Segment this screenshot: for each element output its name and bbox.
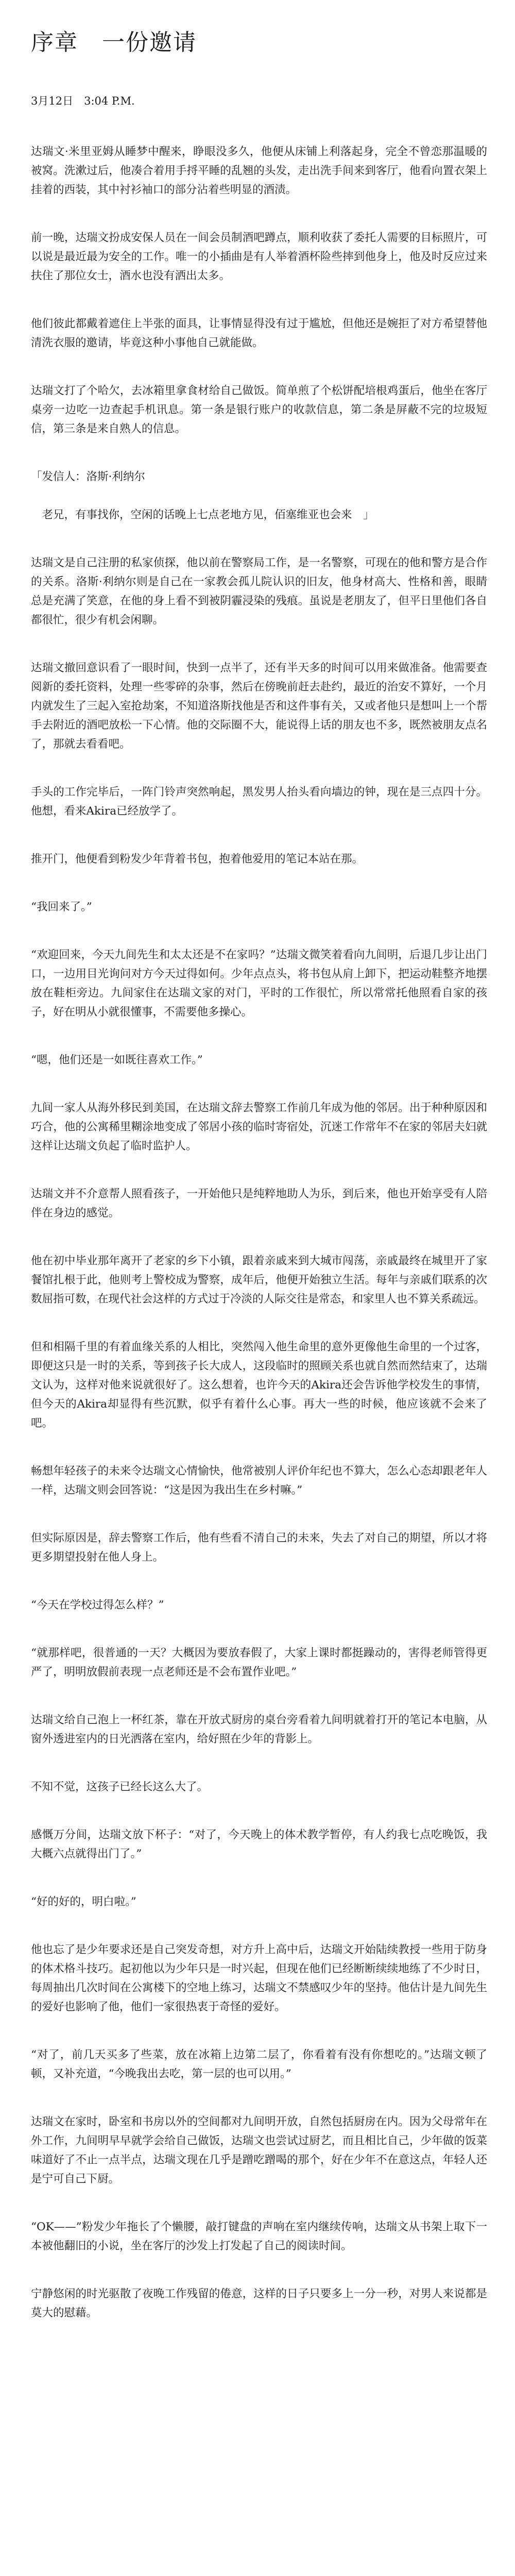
paragraph: “好的好的，明白啦。” [31,1895,136,1908]
document-body [31,142,487,2323]
paragraph: 感慨万分间，达瑞文放下杯子：“对了，今天晚上的体术教学暂停，有人约我七点吃晚饭，我大概六点就得出门了。” [31,1828,487,1860]
paragraph: “今天在学校过得怎么样？” [31,1599,164,1612]
paragraph: 达瑞文是自己注册的私家侦探，他以前在警察局工作，是一名警察，可现在的他和警方是合作的关系。洛斯·利纳尔则是自己在一家教会孤儿院认识的旧友，他身材高大、性格和善，眼睛总是充满了笑意，在他的身上看不到被阴霾浸染的残痕。虽说是老朋友了，但平日里他们各自都很忙，很少有机会闲聊。 [31,556,487,626]
paragraph: 推开门，他便看到粉发少年背着书包，抱着他爱用的笔记本站在那。 [31,853,364,866]
paragraph: 他们彼此都戴着遮住上半张的面具，让事情显得没有过于尴尬，但他还是婉拒了对方希望替他清洗衣服的邀请，毕竟这种小事他自己就能做。 [31,317,487,349]
paragraph: “对了，前几天买多了些菜，放在冰箱上边第二层了，你看着有没有你想吃的。”达瑞文顿了顿，又补充道，“今晚我出去吃，第一层的也可以用。” [31,2048,487,2080]
paragraph: “欢迎回来，今天九间先生和太太还是不在家吗？”达瑞文微笑着看向九间明，后退几步让出门口，一边用目光询问对方今天过得如何。少年点点头，将书包从肩上卸下，把运动鞋整齐地摆放在鞋柜旁边。九间家住在达瑞文家的对门，平时的工作很忙，所以常常托他照看自家的孩子，好在明从小就很懂事，不需要他多操心。 [31,948,487,1019]
paragraph: “嗯，他们还是一如既往喜欢工作。” [31,1054,203,1066]
paragraph: 畅想年轻孩子的未来令达瑞文心情愉快，他常被别人评价年纪也不算大，怎么心态却跟老年人一样，达瑞文则会回答说：“这是因为我出生在乡村嘛。” [31,1465,487,1497]
paragraph: 达瑞文并不介意帮人照看孩子，一开始他只是纯粹地助人为乐，到后来，他也开始享受有人陪伴在身边的感觉。 [31,1188,487,1219]
paragraph: 达瑞文撤回意识看了一眼时间，快到一点半了，还有半天多的时间可以用来做准备。他需要查阅新的委托资料，处理一些零碎的杂事，然后在傍晚前赶去赴约，最近的治安不算好，一个月内就发生了三起入室抢劫案，不知道洛斯找他是否和这件事有关，又或者他只是想叫上一个帮手去附近的酒吧放松一下心情。他的交际圈不大，能说得上话的朋友也不多，既然被朋友点名了，那就去看看吧。 [31,662,487,751]
paragraph: 他在初中毕业那年离开了老家的乡下小镇，跟着亲戚来到大城市闯荡，亲戚最终在城里开了家餐馆扎根于此，他则考上警校成为警察，成年后，他便开始独立生活。每年与亲戚们联系的次数屈指可数，在现代社会这样的方式过于冷淡的人际交往是常态，和家里人也不算关系疏远。 [31,1255,487,1306]
paragraph: 但和相隔千里的有着血缘关系的人相比，突然闯入他生命里的意外更像他生命里的一个过客，即便这只是一时的关系，等到孩子长大成人，这段临时的照顾关系也就自然而然结束了，达瑞文认为，这样对他来说就很好了。这么想着，也许今天的Akira还会告诉他学校发生的事情，但今天的Akira却显得有些沉默，似乎有着什么心事。再大一些的时候，他应该就不会来了吧。 [31,1341,487,1430]
paragraph: 达瑞文给自己泡上一杯红茶，靠在开放式厨房的桌台旁看着九间明就着打开的笔记本电脑，从窗外透进室内的日光洒落在室内，给好照在少年的背影上。 [31,1714,487,1745]
timestamp: 3月12日 3:04 P.M. [31,95,135,107]
paragraph: 手头的工作完毕后，一阵门铃声突然响起，黑发男人抬头看向墙边的钟，现在是三点四十分。他想，看来Akira已经放学了。 [31,786,487,818]
paragraph: 宁静悠闲的时光驱散了夜晚工作残留的倦意，这样的日子只要多上一分一秒，对男人来说都是莫大的慰藉。 [31,2287,487,2319]
paragraph: 达瑞文打了个哈欠，去冰箱里拿食材给自己做饭。简单煎了个松饼配培根鸡蛋后，他坐在客厅桌旁一边吃一边查起手机讯息。第一条是银行账户的收款信息，第二条是屏蔽不完的垃圾短信，第三条是来自熟人的信息。 [31,384,487,435]
paragraph: 达瑞文在家时，卧室和书房以外的空间都对九间明开放，自然包括厨房在内。因为父母常年在外工作，九间明早早就学会给自己做饭，达瑞文也尝试过厨艺，而且相比自己，少年做的饭菜味道好了不止一点半点，达瑞文现在几乎是蹭吃蹭喝的那个，好在少年不在意这点，年轻人还是宁可自己下厨。 [31,2115,487,2185]
chapter-title: 序章 一份邀请 [31,29,197,56]
paragraph: “我回来了。” [31,901,92,913]
paragraph: “就那样吧，很普通的一天？大概因为要放春假了，大家上课时都挺躁动的，害得老师管得更严了，明明放假前表现一点老师还是不会布置作业吧。” [31,1647,487,1679]
paragraph: 但实际原因是，辞去警察工作后，他有些看不清自己的未来，失去了对自己的期望，所以才将更多期望投射在他人身上。 [31,1532,487,1564]
paragraph: 「发信人：洛斯·利纳尔 老兄，有事找你，空闲的话晚上七点老地方见，佰塞维亚也会来 」 [31,470,374,521]
paragraph: 达瑞文·米里亚姆从睡梦中醒来，睁眼没多久，他便从床铺上利落起身，完全不曾恋那温暖的被窝。洗漱过后，他凑合着用手捋平睡的乱翘的头发，走出洗手间来到客厅，他看向置衣架上挂着的西装，其中衬衫袖口的部分沾着些明显的酒渍。 [31,145,487,196]
paragraph: 九间一家人从海外移民到美国，在达瑞文辞去警察工作前几年成为他的邻居。出于种种原因和巧合，他的公寓稀里糊涂地变成了邻居小孩的临时寄宿处，沉迷工作常年不在家的邻居夫妇就这样让达瑞文负起了临时监护人。 [31,1101,487,1153]
paragraph: 他也忘了是少年要求还是自己突发奇想，对方升上高中后，达瑞文开始陆续教授一些用于防身的体术格斗技巧。起初他以为少年只是一时兴起，但现在他们已经断断续续地练了不少时日，每周抽出几次时间在公寓楼下的空地上练习，达瑞文不禁感叹少年的坚持。他估计是九间先生的爱好也影响了他，他们一家很热衷于奇怪的爱好。 [31,1943,487,2013]
paragraph: 前一晚，达瑞文扮成安保人员在一间会员制酒吧蹲点，顺利收获了委托人需要的目标照片，可以说是最近最为安全的工作。唯一的小插曲是有人举着酒杯险些摔到他身上，他及时反应过来扶住了那位女士，酒水也没有洒出太多。 [31,231,487,282]
paragraph: “OK——”粉发少年拖长了个懒腰，敲打键盘的声响在室内继续传响，达瑞文从书架上取下一本被他翻旧的小说，坐在客厅的沙发上打发起了自己的阅读时间。 [31,2221,487,2252]
paragraph: 不知不觉，这孩子已经长这么大了。 [31,1781,209,1793]
